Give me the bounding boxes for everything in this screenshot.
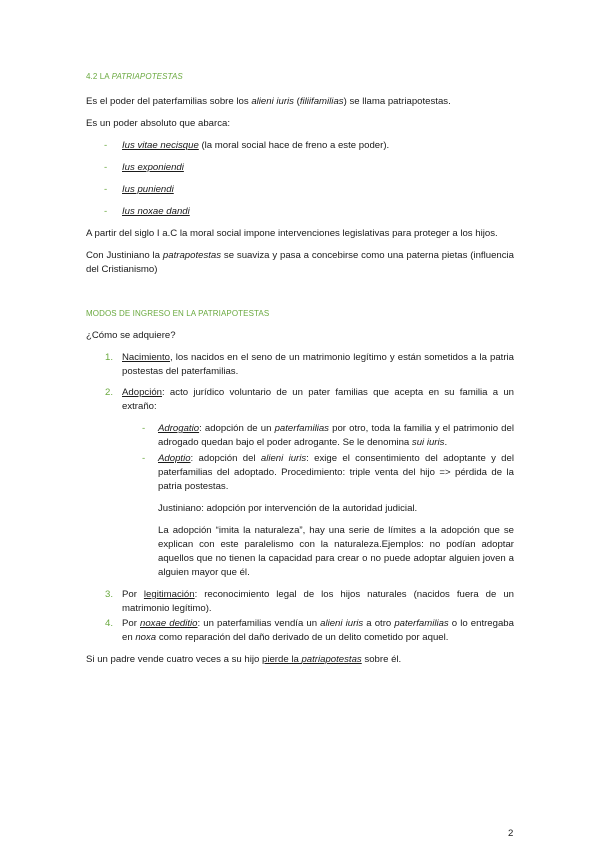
document-page bbox=[86, 70, 514, 667]
list-item: - Ius noxae dandi bbox=[104, 206, 190, 217]
underlined-phrase: pierde la patriapotestas bbox=[262, 654, 362, 665]
adopcion-sublist bbox=[86, 422, 514, 494]
justiniano-paragraph: Con Justiniano la patrapotestas se suaviza y pasa a concebirse como una paterna pietas (influencia del Cristianismo) bbox=[86, 250, 515, 275]
list-item: - Ius puniendi bbox=[104, 184, 174, 195]
sub-item-adrogatio: - Adrogatio: adopción de un paterfamilias por otro, toda la familia y el patrimonio del adrogado quedan bajo el poder adrogante. Se le denomina sui iuris. bbox=[142, 423, 514, 448]
sub-item-adoptio: - Adoptio: adopción del alieni iuris: exige el consentimiento del adoptante y del paterfamilias del adoptado. Procedimiento: triple venta del hijo => pérdida de la patria postestas. bbox=[142, 453, 514, 492]
imita-naturaleza-note: La adopción “imita la naturaleza”, hay una serie de límites a la adopción que se explican con este paralelismo con la naturaleza.Ejemplos: no podían adoptar aquellos que no tienen la capacidad para crear o no puede adoptar alguien joven a alguien mayor que él. bbox=[158, 525, 514, 578]
scope-intro: Es un poder absoluto que abarca: bbox=[86, 118, 231, 129]
section-heading-patriapotestas: 4.2 LA PATRIAPOTESTAS bbox=[86, 72, 183, 81]
list-item-adopcion: 2. Adopción: acto jurídico voluntario de un pater familias que acepta en su familia a un extraño: bbox=[105, 387, 514, 412]
legislative-paragraph: A partir del siglo I a.C la moral social impone intervenciones legislativas para proteger a los hijos. bbox=[86, 228, 498, 239]
question: ¿Cómo se adquiere? bbox=[86, 330, 176, 341]
list-item-legitimacion: 3. Por legitimación: reconocimiento legal de los hijos naturales (nacidos fuera de un matrimonio legítimo). bbox=[105, 589, 514, 614]
justiniano-note: Justiniano: adopción por intervención de la autoridad judicial. bbox=[158, 503, 418, 514]
list-item-noxae-deditio: 4. Por noxae deditio: un paterfamilias vendía un alieni iuris a otro paterfamilias o lo entregaba en noxa como reparación del daño derivado de un delito cometido por aquel. bbox=[105, 618, 514, 643]
list-item-nacimiento: 1. Nacimiento, los nacidos en el seno de un matrimonio legítimo y están sometidos a la patria postestas del paterfamilias. bbox=[105, 352, 514, 377]
final-paragraph: Si un padre vende cuatro veces a su hijo pierde la patriapotestas sobre él. bbox=[86, 654, 402, 665]
list-item: - Ius vitae necisque (la moral social hace de freno a este poder). bbox=[104, 140, 390, 151]
ingreso-list bbox=[86, 351, 514, 414]
section-heading-modos: MODOS DE INGRESO EN LA PATRIAPOTESTAS bbox=[86, 309, 270, 318]
list-item: - Ius exponiendi bbox=[104, 162, 184, 173]
powers-list bbox=[86, 139, 514, 219]
definition-paragraph: Es el poder del paterfamilias sobre los alieni iuris (filiifamilias) se llama patriapotestas. bbox=[86, 96, 451, 107]
page-number: 2 bbox=[508, 828, 514, 839]
ingreso-list-continued bbox=[86, 588, 514, 645]
